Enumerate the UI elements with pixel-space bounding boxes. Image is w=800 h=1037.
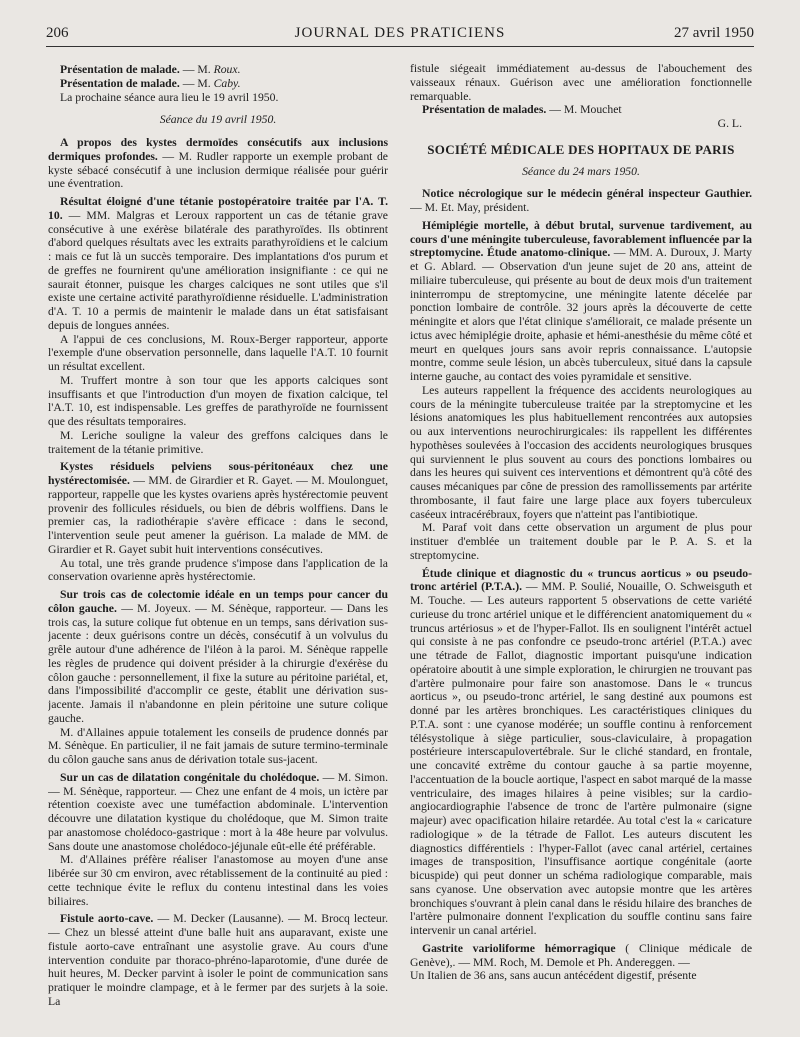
next-meeting-note: La prochaine séance aura lieu le 19 avril 1950.	[60, 90, 279, 104]
seance-heading-right: Séance du 24 mars 1950.	[522, 164, 640, 178]
presentation-caby: Présentation de malade. — M. Caby.	[60, 76, 241, 90]
paragraph: M. d'Allaines appuie totalement les conseils de prudence donnés par M. Sénèque. En particulier, il ne fait jamais de suture termino-terminale du côlon gauche sans anus de dérivation totale sus-jacent.	[48, 725, 388, 766]
right-column	[410, 62, 752, 1031]
article-choledoque: Sur un cas de dilatation congénitale du cholédoque. — M. Simon. — M. Sénèque, rapporteur. — Chez une enfant de 4 mois, un ictère par rétention coexiste avec une tuméfaction abdominale. L'intervention découvre une dilatation kystique du cholédoque, que M. Simon traite par anastomose cholédoco-gastrique : mort à la 48e heure par volvulus. Sans doute une anastomose cholédoco-jéjunale eût-elle été préférable.	[48, 770, 388, 853]
paragraph: A l'appui de ces conclusions, M. Roux-Berger rapporteur, apporte l'exemple d'une observation personnelle, dans laquelle l'A.T. 10 fournit un résultat excellent.	[48, 332, 388, 373]
gastrite-continuation: Un Italien de 36 ans, sans aucun antécédent digestif, présente	[410, 969, 697, 983]
paragraph: Au total, une très grande prudence s'impose dans l'application de la conservation ovarienne après hystérectomie.	[48, 556, 388, 584]
article-fistule-aorto-cave: Fistule aorto-cave. — M. Decker (Lausanne). — M. Brocq lecteur. — Chez un blessé atteint d'une balle huit ans auparavant, existe une fistule aorto-cave entraînant une asystolie grave. Au cours d'une intervention conduite par thoraco-phréno-laparotomie, d'une durée de huit heures, M. Decker parvint à isoler le point de communication sans pratiquer le moindre clampage, et à le fermer par des surjets à la soie. La	[48, 912, 388, 1008]
paragraph: M. Truffert montre à son tour que les apports calciques sont insuffisants et que l'introduction d'un moyen de fixation calcique, tel l'A.T. 10, est indispensable. Les greffes de parathyroïde ne fournissent que des résultats temporaires.	[48, 373, 388, 428]
presentation-roux: Présentation de malade. — M. Roux.	[60, 63, 241, 76]
paragraph: M. d'Allaines préfère réaliser l'anastomose au moyen d'une anse libérée sur 30 cm environ, avec rétablissement de la continuité au pied : cette technique évite le reflux du contenu intestinal dans les voies biliaires.	[48, 853, 388, 908]
page-header	[46, 22, 754, 47]
page-number: 206	[46, 25, 69, 41]
left-column	[48, 63, 388, 1031]
signature: G. L.	[717, 117, 742, 130]
article-colectomie: Sur trois cas de colectomie idéale en un temps pour cancer du côlon gauche. — M. Joyeux. — M. Sénèque, rapporteur. — Dans les trois cas, la suture colique fut obtenue en un temps, sans dérivation sus-jacente : deux guérisons contre un décès, consécutif à un volvulus du grêle autour d'une adhérence de l'iléon à la paroi. M. Sénèque rappelle les règles de prudence qui doivent présider à la chirurgie d'exérèse du côlon gauche : personnellement, il fixe la suture au péritoine pariétal, et, dans l'impossibilité d'accomplir ce geste, établit une dérivation sus-jacente. Jamais il n'abandonne en plein péritoine une suture colique gauche.	[48, 588, 388, 725]
fistule-continuation: fistule siégeait immédiatement au-dessus de l'abouchement des vaisseaux rénaux. Guérison avec une amélioration fonctionnelle remarquable.	[410, 62, 752, 103]
presentation-mouchet: Présentation de malades. — M. Mouchet	[422, 103, 622, 117]
society-heading: SOCIÉTÉ MÉDICALE DES HOPITAUX DE PARIS	[427, 141, 735, 157]
issue-date: 27 avril 1950	[674, 25, 754, 41]
seance-heading-left: Séance du 19 avril 1950.	[159, 113, 277, 127]
journal-title: JOURNAL DES PRATICIENS	[294, 25, 506, 41]
article-truncus-aorticus: Étude clinique et diagnostic du « truncus aorticus » ou pseudo-tronc artériel (P.T.A.). — MM. P. Soulié, Nouaille, O. Schweisguth et M. Touche. — Les auteurs rapportent 5 observations de cette variété curieuse du tronc artériel unique et le différencient anatomiquement du « truncus artériosus » et de l'hyper-Fallot. Ils en soulignent l'intérêt actuel qui consiste à ne pas confondre ce pseudo-tronc artériel (P.T.A.) avec une tétrade de Fallot, diagnostic important puisqu'une indication opératoire aboutit à une simple exploration, le chirurgien ne trouvant pas d'artère pulmonaire pour faire son anastomose. Dans le « truncus aorticus », ou pseudo-tronc artériel, le sang destiné aux poumons est donné par les artères bronchiques. Les caractéristiques cliniques du P.T.A. sont : une cyanose modérée; un souffle continu à renforcement télésystolique à siège particulier, sous-claviculaire, à propagation postérieure interscapulovertébrale. Sur le cliché standard, en frontale, une concavité extrême du contour gauche à sa partie moyenne, l'accentuation de la boucle aortique, l'aspect en sabot marqué de la masse ventriculaire, des images hilaires à peine visibles; sur la cardio-angiocardiographie l'absence de tronc de l'artère pulmonaire (signe majeur) avec opacification hilaire retardée. Au total c'est la « caricature radiologique » de la tétrade de Fallot. Les auteurs discutent les diagnostics différentiels : l'hyper-Fallot (avec canal artériel, certaines images de transposition, l'insuffisance aortique congénitale (aorte bicuspide) qui peut donner un schéma radiologique comparable, mais sans cyanose. Une observation avec autopsie montre que les artères bronchiques s'ouvrant à plein canal dans le résidu hilaire des branches de l'artère pulmonaire donnent l'explication du souffle continu sans faire intervenir un canal artériel.	[410, 566, 752, 937]
article-hemiplegie: Hémiplégie mortelle, à début brutal, survenue tardivement, au cours d'une méningite tuberculeuse, favorablement influencée par la streptomycine. Étude anatomo-clinique. — MM. A. Duroux, J. Marty et G. Ablard. — Observation d'un jeune sujet de 20 ans, atteint de miliaire tuberculeuse, qui présente au bout de deux mois d'un traitement ininterrompu de streptomycine, une méningite latente décelée par ponction lombaire de contrôle. 32 jours après la découverte de cette méningite et alors que l'état clinique s'améliorait, ce malade présente un ictus avec hémiplégie droite, aphasie et hémi-anesthésie du même côté et meurt en quelques jours sans avoir repris connaissance. L'autopsie montre, comme seule lésion, un abcès tuberculeux, situé dans la capsule interne gauche, au contact des voies pyramidale et sensitive.	[410, 218, 752, 383]
paragraph: M. Leriche souligne la valeur des greffons calciques dans le traitement de la tétanie primitive.	[48, 428, 388, 456]
article-notice-necrologique: Notice nécrologique sur le médecin général inspecteur Gauthier. — M. Et. May, président.	[410, 187, 752, 214]
article-kystes-residuels: Kystes résiduels pelviens sous-péritonéaux chez une hystérectomisée. — MM. de Girardier et R. Gayet. — M. Moulonguet, rapporteur, rappelle que les kystes ovariens après hystérectomie peuvent provenir des follicules résiduels, ou bien de débris wolffiens. Dans le premier cas, la radiothérapie s'avère efficace : dans le second, l'intervention seule peut amener la guérison. La malade de MM. de Girardier et R. Gayet subit huit interventions consécutives.	[48, 460, 388, 556]
paragraph: M. Paraf voit dans cette observation un argument de plus pour instituer d'emblée un traitement double par le P. A. S. et la streptomycine.	[410, 521, 752, 562]
paragraph: Les auteurs rappellent la fréquence des accidents neurologiques au cours de la méningite tuberculeuse traitée par la streptomycine et les lésions anatomiques les plus habituellement rencontrées aux autopsies ou aux interventions neurochirurgicales: ils rappellent les différentes hypothèses soulevées à l'occasion des accidents neurologiques brusques qui surviennent le plus souvent au cours des ponctions lombaires ou dans les heures qui suivent ces interventions et démontrent qu'à côté des causes mécaniques par cône de pression des ramollissements par artérite thrombosante, il faut faire une large place aux foyers tuberculeux caséeux intracérébraux, foyers que n'atteint pas l'antibiotique.	[410, 383, 752, 521]
article-tetanie: Résultat éloigné d'une tétanie postopératoire traitée par l'A. T. 10. — MM. Malgras et Leroux rapportent un cas de tétanie grave consécutive à une exérèse bilatérale des parathyroïdes. Ils obtinrent d'abord quelques résultats avec les extraits parathyroïdiens et le calcium : mais ce fut là un succès temporaire. Des implantations d'os purum et de greffes ne fournirent qu'une amélioration insignifiante : ce qui ne saurait étonner, puisque les charges calciques ne sont utiles que s'il existe une certaine activité parathyroïdienne résiduelle. L'administration d'A. T. 10 a permis de maintenir le malade dans un état satisfaisant depuis de longues années.	[48, 195, 388, 332]
article-kystes-dermoides: A propos des kystes dermoïdes consécutifs aux inclusions dermiques profondes. — M. Rudler rapporte un exemple probant de kyste sébacé consécutif à une inclusion dermique réalisée pour guérir une éventration.	[48, 136, 388, 191]
article-gastrite: Gastrite varioliforme hémorragique ( Clinique médicale de Genève),. — MM. Roch, M. Demole et Ph. Andereggen. —	[410, 941, 752, 969]
